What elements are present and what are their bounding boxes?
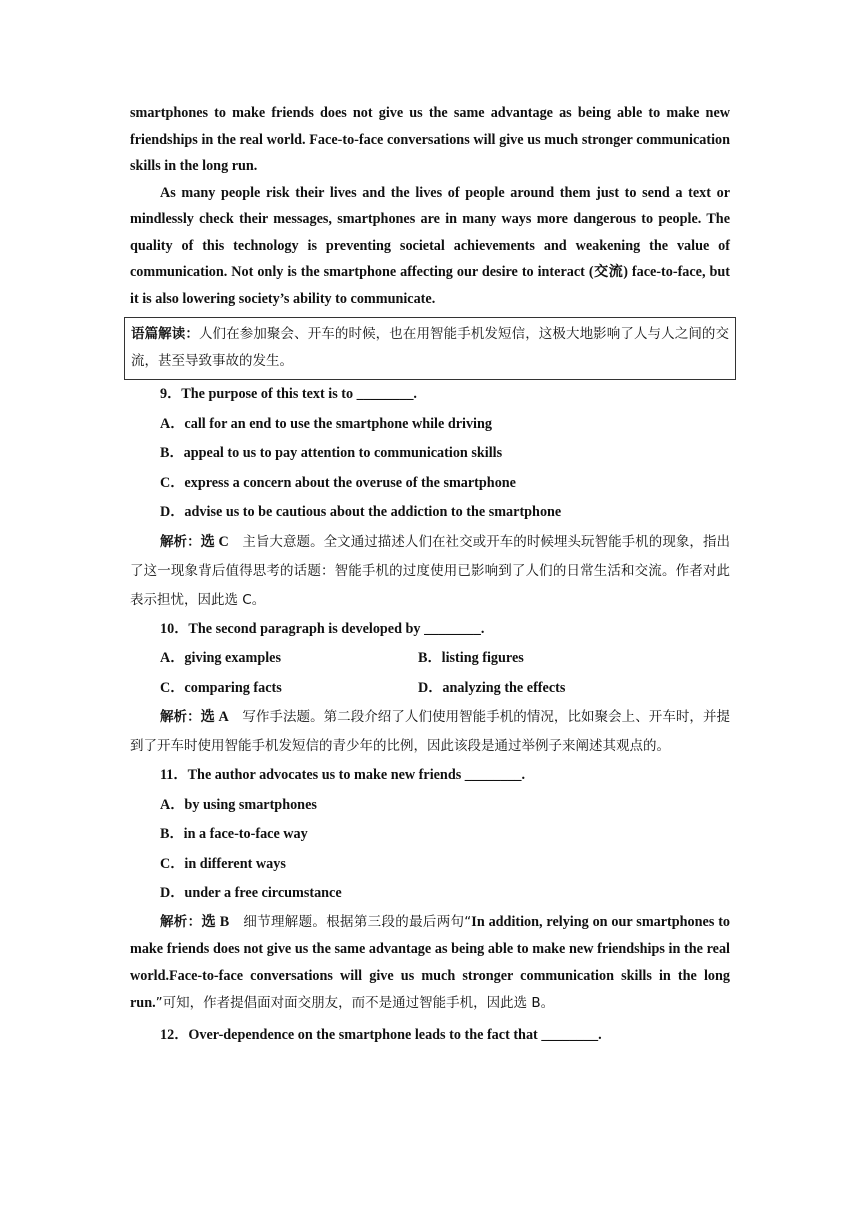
question-9-analysis-label: 解析： [160, 533, 201, 550]
question-9-analysis-text: 主旨大意题。全文通过描述人们在社交或开车的时候埋头玩智能手机的现象，指出了这一现象背后值得思考的话题：智能手机的过度使用已影响到了人们的日常生活和交流。作者对此表示担忧，因此选 C。 [130, 533, 731, 608]
question-11-analysis-label: 解析： [160, 913, 202, 930]
question-10-option-d: D．analyzing the effects [418, 679, 566, 696]
question-9-answer-pick: 选 C [200, 533, 229, 550]
question-11-option-d: D．under a free circumstance [160, 885, 342, 901]
question-10-option-c: C．comparing facts [160, 679, 282, 696]
question-10-option-b: B．listing figures [418, 650, 524, 666]
reading-interpretation-label: 语篇解读： [131, 326, 199, 342]
question-10-options-row-1 [130, 644, 730, 674]
question-10-answer-pick: 选 A [200, 709, 229, 725]
reading-interpretation-box [124, 317, 736, 380]
question-11-analysis-text-2: ”可知，作者提倡面对面交朋友，而不是通过智能手机，因此选 B。 [155, 994, 555, 1011]
question-10-analysis-text: 写作手法题。第二段介绍了人们使用智能手机的情况，比如聚会上、开车时，并提到了开车时使用智能手机发短信的青少年的比例，因此该段是通过举例子来阐述其观点的。 [130, 709, 731, 754]
question-9-option-b: B．appeal to us to pay attention to communication skills [160, 445, 503, 461]
reading-interpretation-text: 人们在参加聚会、开车的时候，也在用智能手机发短信，这极大地影响了人与人之间的交流，甚至导致事故的发生。 [131, 326, 730, 369]
question-9-option-c: C．express a concern about the overuse of the smartphone [160, 474, 516, 491]
question-11-answer-pick: 选 B [201, 913, 230, 930]
question-9-stem: 9．The purpose of this text is to ________. [160, 386, 417, 402]
question-10-analysis [130, 703, 730, 761]
question-9-option-d: D．advise us to be cautious about the addiction to the smartphone [160, 504, 562, 520]
question-11-stem: 11．The author advocates us to make new friends ________. [160, 767, 526, 783]
document-page [130, 100, 730, 1050]
passage-paragraph-4: As many people risk their lives and the lives of people around them just to send a text or mindlessly check their messages, smartphones are in many ways more dangerous to people. The quality of this technology is preventing societal achievements and weakening the value of communication. Not only is the smartphone affecting our desire to interact (交流) face-to-face, but it is also lowering society’s ability to communicate. [130, 184, 730, 307]
question-10-options-row-2 [130, 674, 730, 704]
question-9-option-a: A．call for an end to use the smartphone while driving [160, 415, 492, 432]
question-11-option-c: C．in different ways [160, 855, 286, 872]
question-10-option-a: A．giving examples [160, 650, 281, 666]
question-11-analysis-text-1: 细节理解题。根据第三段的最后两句“ [229, 913, 472, 930]
question-9-analysis [130, 528, 730, 615]
question-11-option-a: A．by using smartphones [160, 796, 317, 813]
question-10-stem: 10．The second paragraph is developed by ________. [160, 620, 485, 637]
question-10-analysis-label: 解析： [160, 709, 201, 725]
question-11-analysis-quote: In addition, relying on our smartphones to make friends does not give us the same advantage as being able to make new friendships in the real world.Face-to-face conversations will give us much stronger communication skills in the long run. [130, 913, 731, 1011]
passage-paragraph-3-tail: smartphones to make friends does not give us the same advantage as being able to make new friendships in the real world. Face-to-face conversations will give us much stronger communication skills in the long run. [130, 105, 730, 174]
question-12-stem: 12．Over-dependence on the smartphone leads to the fact that ________. [160, 1026, 602, 1043]
question-11-analysis [130, 909, 730, 1017]
question-11-option-b: B．in a face-to-face way [160, 826, 308, 842]
